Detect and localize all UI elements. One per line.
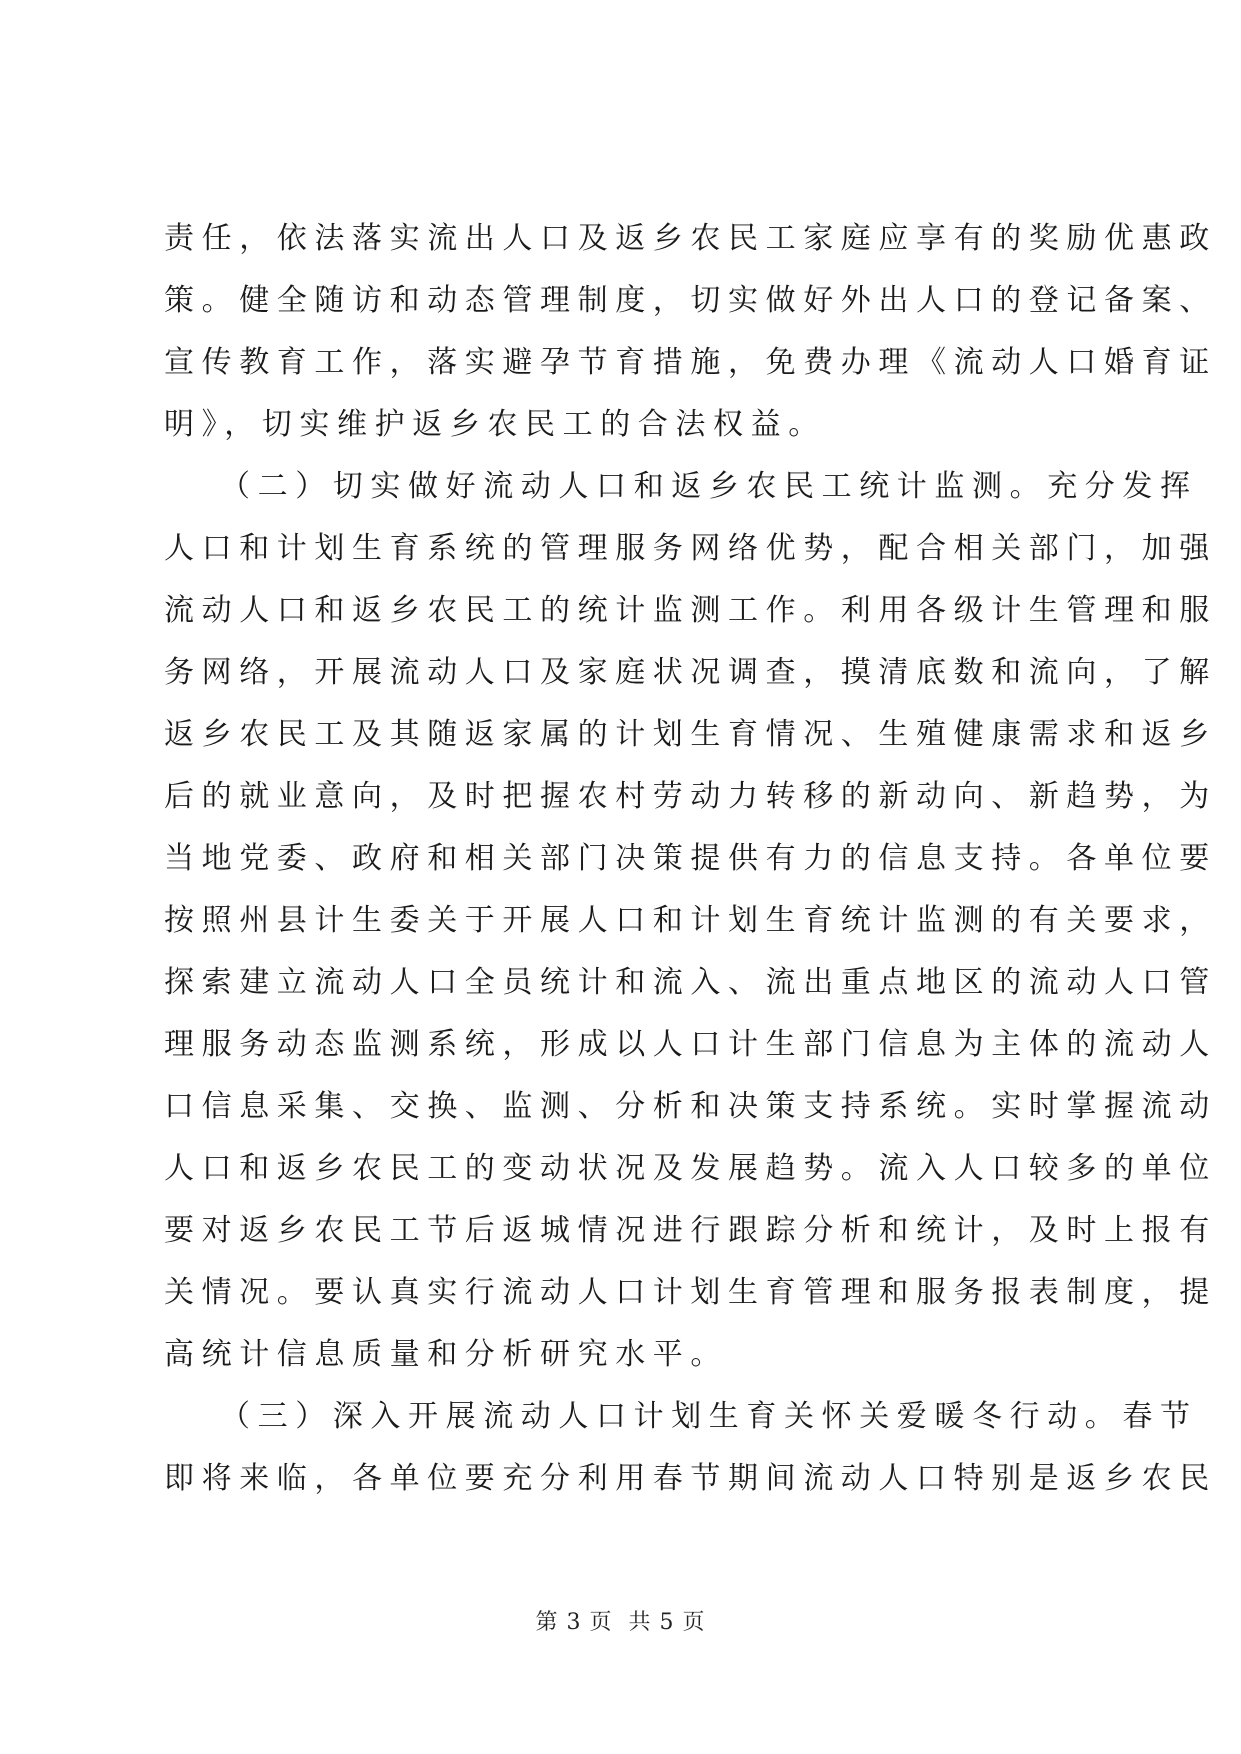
text-line: 务网络，开展流动人口及家庭状况调查，摸清底数和流向，了解 [164,655,1217,690]
text-line: 明》，切实维护返乡农民工的合法权益。 [164,407,826,442]
text-line: 责任，依法落实流出人口及返乡农民工家庭应享有的奖励优惠政 [164,221,1217,256]
text-line: 口信息采集、交换、监测、分析和决策支持系统。实时掌握流动 [164,1089,1217,1124]
text-line: 要对返乡农民工节后返城情况进行跟踪分析和统计，及时上报有 [164,1213,1217,1248]
text-line: 后的就业意向，及时把握农村劳动力转移的新动向、新趋势，为 [164,779,1217,814]
paragraph-start-line: （三）深入开展流动人口计划生育关怀关爱暖冬行动。春节 [220,1399,1198,1434]
text-line: 高统计信息质量和分析研究水平。 [164,1337,728,1372]
text-line: 即将来临，各单位要充分利用春节期间流动人口特别是返乡农民 [164,1461,1217,1496]
text-line: 流动人口和返乡农民工的统计监测工作。利用各级计生管理和服 [164,593,1217,628]
text-line: 理服务动态监测系统，形成以人口计生部门信息为主体的流动人 [164,1027,1217,1062]
page-number-footer: 第 3 页 共 5 页 [535,1610,706,1635]
text-line: 当地党委、政府和相关部门决策提供有力的信息支持。各单位要 [164,841,1217,876]
text-line: 宣传教育工作，落实避孕节育措施，免费办理《流动人口婚育证 [164,345,1217,380]
text-line: 人口和计划生育系统的管理服务网络优势，配合相关部门，加强 [164,531,1217,566]
text-line: 关情况。要认真实行流动人口计划生育管理和服务报表制度，提 [164,1275,1217,1310]
text-line: 策。健全随访和动态管理制度，切实做好外出人口的登记备案、 [164,283,1217,318]
text-line: 返乡农民工及其随返家属的计划生育情况、生殖健康需求和返乡 [164,717,1217,752]
text-line: 探索建立流动人口全员统计和流入、流出重点地区的流动人口管 [164,965,1217,1000]
paragraph-start-line: （二）切实做好流动人口和返乡农民工统计监测。充分发挥 [220,469,1198,504]
text-line: 人口和返乡农民工的变动状况及发展趋势。流入人口较多的单位 [164,1151,1217,1186]
text-line: 按照州县计生委关于开展人口和计划生育统计监测的有关要求， [164,903,1217,938]
body-text [164,208,1217,1510]
